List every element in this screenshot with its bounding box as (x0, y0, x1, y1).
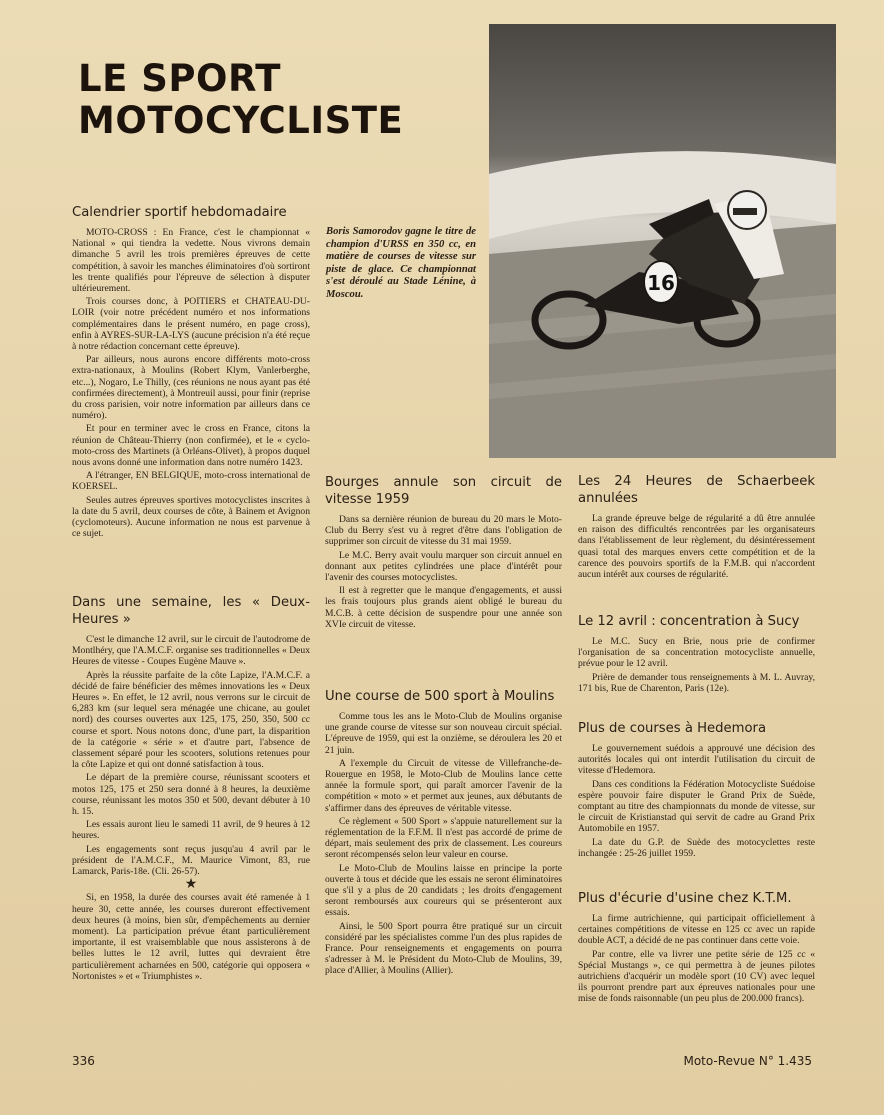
paragraph: Ce règlement « 500 Sport » s'appuie naturellement sur la réglementation de la F.F.M. Il n'est pas accordé de prime de départ, mais seulement des prix de classement. Les coureurs seront récompensés selon leur valeur en course. (325, 815, 562, 861)
heading-hedemora: Plus de courses à Hedemora (578, 721, 767, 736)
title-line-2: MOTOCYCLISTE (78, 99, 404, 142)
star-separator: ★ (184, 877, 198, 893)
paragraph: Après la réussite parfaite de la côte Lapize, l'A.M.C.F. a décidé de faire bénéficier des mêmes innovations les « Deux Heures ». En effet, le 12 avril, nous verrons sur le circuit de 6,283 km (sur lequel sera ménagée une chicane, au goulet nord) des courses ouvertes aux 125, 175, 250, 350, 500 cc course et sport. Nous notons donc, d'une part, la disparition de la catégorie « série » et d'autre part, l'absence de classement séparé pour les scooters, solutions retenues pour la côte Lapize et qui ont donné satisfaction à tous. (72, 669, 310, 771)
paragraph: Prière de demander tous renseignements à M. L. Auvray, 171 bis, Rue de Charenton, Paris (12e). (578, 671, 815, 694)
paragraph: Le Moto-Club de Moulins laisse en principe la porte ouverte à tous et décide que les essais ne seront éliminatoires que s'il y a plus de 20 candidats ; les droits d'engagement seront remboursés aux coureurs qui se présenteront aux essais. (325, 862, 562, 919)
paragraph: La grande épreuve belge de régularité a dû être annulée en raison des difficultés rencontrées par les organisateurs dans l'établissement de leur règlement, du désintéressement quasi total des marques envers cette compétition et de la carence des pouvoirs sportifs de la F.M.B. qui n'accordent aucun intérêt aux courses de régularité. (578, 513, 815, 581)
paragraph: Comme tous les ans le Moto-Club de Moulins organise une grande course de vitesse sur son nouveau circuit spécial. L'épreuve de 1959, qui est la onzième, se déroulera les 20 et 21 juin. (325, 711, 562, 756)
paragraph: Il est à regretter que le manque d'engagements, et aussi les frais toujours plus grands aient obligé le bureau du M.C.B. à cette décision de suspendre pour une année son XVIe circuit de vitesse. (325, 585, 562, 630)
magazine-issue: Moto-Revue N° 1.435 (683, 1054, 812, 1068)
paragraph: Dans sa dernière réunion de bureau du 20 mars le Moto-Club du Berry s'est vu à regret d'être dans l'obligation de supprimer son circuit de vitesse du 31 mai 1959. (325, 514, 562, 548)
paragraph: Le départ de la première course, réunissant scooters et motos 125, 175 et 250 sera donné à 8 heures, la deuxième course, réunissant les motos 350 et 500, devant débuter à 10 h. 15. (72, 772, 310, 818)
heading-ktm: Plus d'écurie d'usine chez K.T.M. (578, 891, 792, 906)
photo-caption: Boris Samorodov gagne le titre de champion d'URSS en 350 cc, en matière de courses de vitesse sur piste de glace. Ce championnat s'est déroulé au Stade Lénine, à Moscou. (326, 226, 476, 300)
paragraph: Le M.C. Sucy en Brie, nous prie de confirmer l'organisation de sa concentration motocycliste annuelle, prévue pour le 12 avril. (578, 636, 815, 670)
heading-sucy: Le 12 avril : concentration à Sucy (578, 614, 800, 629)
paragraph: Et pour en terminer avec le cross en France, citons la réunion de Château-Thierry (non confirmée), et le « cyclo-moto-cross des Martinets (à Orléans-Olivet), à propos duquel nous avons donné une information dans notre numéro 1423. (72, 423, 310, 469)
column-2-bottom (325, 688, 562, 979)
paragraph: Ainsi, le 500 Sport pourra être pratiqué sur un circuit considéré par les spécialistes comme l'un des plus rapides de France. Pour renseignements et engagements on pourra s'adresser à M. le Président du Moto-Club de Moulins, 39, place d'Allier, à Moulins (Allier). (325, 920, 562, 977)
page-number: 336 (72, 1054, 95, 1068)
paragraph: La date du G.P. de Suède des motocyclettes reste inchangée : 25-26 juillet 1959. (578, 836, 815, 859)
paragraph: Trois courses donc, à POITIERS et CHATEAU-DU-LOIR (voir notre précédent numéro et nos informations complémentaires dans le présent numéro, en page cross), enfin à AYRES-SUR-LA-LYS (aucune précision n'a été reçue à notre rédaction concernant cette épreuve). (72, 296, 310, 353)
column-3-d (578, 890, 815, 1007)
heading-calendrier: Calendrier sportif hebdomadaire (72, 205, 287, 220)
heading-deux-heures: Dans une semaine, les « Deux-Heures » (72, 595, 310, 627)
paragraph: Les essais auront lieu le samedi 11 avril, de 9 heures à 12 heures. (72, 819, 310, 842)
race-photo (489, 24, 836, 458)
column-2-top (325, 474, 562, 632)
paragraph: Si, en 1958, la durée des courses avait été ramenée à 1 heure 30, cette année, les courses dureront effectivement deux heures (à moins, bien sûr, d'empêchements au dernier moment). La participation prévue étant particulièrement importante, il est vraisemblable que nous assisterons à de belles luttes le 12 avril, luttes qui devraient être particulièrement acharnées en 500, catégorie qui opposera « Nortonistes » et « Triumphistes ». (72, 892, 310, 982)
column-3-b (578, 613, 815, 696)
paragraph: Par contre, elle va livrer une petite série de 125 cc « Spécial Mustangs », ce qui permettra à de jeunes pilotes autrichiens d'acquérir un modèle sport (10 CV) avec lequel ils pourront prendre part aux épreuves nationales pour une mise de fonds raisonnable (un peu plus de 200.000 francs). (578, 948, 815, 1005)
paragraph: Le M.C. Berry avait voulu marquer son circuit annuel en donnant aux petites cylindrées une place d'intérêt pour l'avenir des courses motocyclistes. (325, 549, 562, 584)
column-1-bottom (72, 594, 310, 984)
paragraph: A l'exemple du Circuit de vitesse de Villefranche-de-Rouergue en 1958, le Moto-Club de Moulins lance cette année la formule sport, qui paraît amorcer l'avenir de la compétition « moto » et permet aux jeunes, aux débutants de s'affirmer dans des épreuves de véritable vitesse. (325, 757, 562, 814)
paragraph: C'est le dimanche 12 avril, sur le circuit de l'autodrome de Montlhéry, que l'A.M.C.F. organise ses traditionnelles « Deux Heures de vitesse - Coupes Eugène Mauve ». (72, 634, 310, 668)
heading-500-sport: Une course de 500 sport à Moulins (325, 689, 555, 704)
paragraph: Les engagements sont reçus jusqu'au 4 avril par le président de l'A.M.C.F., M. Maurice Vimont, 83, rue Lamarck, Paris-18e. (Cli. 26-57). (72, 843, 310, 878)
column-3-a (578, 473, 815, 582)
paragraph: MOTO-CROSS : En France, c'est le championnat « National » qui tiendra la vedette. Nous vivrons demain dimanche 5 avril les trois premières épreuves de cette compétition, à savoir les manches éliminatoires d'où sortiront les trente qualifiés pour l'épreuve de sélection à disputer ultérieurement. (72, 227, 310, 295)
title-line-1: LE SPORT (78, 57, 282, 100)
paragraph: A l'étranger, EN BELGIQUE, moto-cross international de KOERSEL. (72, 470, 310, 493)
column-1-top (72, 204, 310, 541)
race-number: 16 (647, 271, 675, 295)
column-3-c (578, 720, 815, 861)
paragraph: Seules autres épreuves sportives motocyclistes inscrites à la date du 5 avril, deux courses de côte, à Bainem et Avignon (cyclomoteurs). Aucune information ne nous est parvenue à ce sujet. (72, 494, 310, 540)
paragraph: Dans ces conditions la Fédération Motocycliste Suédoise espère pouvoir faire disputer le Grand Prix de Suède, comptant au titre des championnats du monde de vitesse, sur le circuit de Kristianstad qui servit de cadre au Grand Prix Automobile en 1957. (578, 778, 815, 835)
paragraph: Le gouvernement suédois a approuvé une décision des autorités locales qui ont interdit l'utilisation du circuit de vitesse d'Hedemora. (578, 743, 815, 777)
heading-bourges: Bourges annule son circuit de vitesse 1959 (325, 475, 562, 507)
paragraph: Par ailleurs, nous aurons encore différents moto-cross extra-nationaux, à Moulins (Robert Klym, Vanlerberghe, etc...), Nogaro, Le Thilly, (ces réunions ne nous ayant pas été confirmées directement), à Montreuil aussi, pour finir (reprise du cross parisien, voir notre information par ailleurs dans ce numéro). (72, 354, 310, 422)
race-photo-illustration (489, 24, 836, 458)
paragraph: La firme autrichienne, qui participait officiellement à certaines compétitions de vitesse en 125 cc avec un rapide double ACT, a décidé de ne pas continuer dans cette voie. (578, 913, 815, 947)
page-title (78, 58, 403, 142)
heading-schaerbeek: Les 24 Heures de Schaerbeek annulées (578, 474, 815, 506)
